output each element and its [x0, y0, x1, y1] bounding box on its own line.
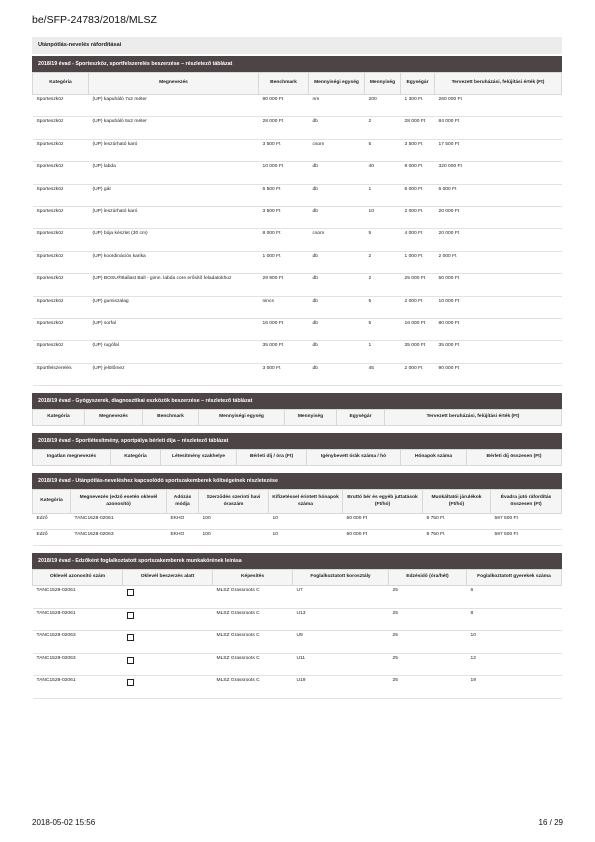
table-cell: U11: [293, 653, 389, 676]
table-cell: 50 000 Ft: [435, 274, 562, 296]
table2-header-row: [33, 410, 562, 426]
table-cell: 10: [467, 631, 562, 654]
diploma-pending-checkbox[interactable]: [127, 657, 134, 664]
table-cell: MLSZ Grassroots C: [213, 586, 293, 609]
table-row: [33, 206, 562, 228]
table-cell: 10 000 Ft: [435, 296, 562, 318]
table-row: [33, 296, 562, 318]
table4-header-row: [33, 490, 562, 514]
table-cell: 1 000 Ft: [259, 251, 309, 273]
header-cell: Benchmark: [143, 410, 199, 426]
table-cell: TANC1528-02061: [71, 514, 167, 530]
diploma-pending-checkbox[interactable]: [127, 679, 134, 686]
table-cell: Edző: [33, 514, 71, 530]
header-cell: Mennyiség: [365, 73, 401, 95]
header-cell: Foglalkoztatott korosztály: [293, 570, 389, 586]
table-cell: 40: [365, 162, 401, 184]
table-cell: 1: [365, 341, 401, 363]
table-row: [33, 229, 562, 251]
table-cell: 20 000 Ft: [435, 229, 562, 251]
table-cell: MLSZ Grassroots C: [213, 608, 293, 631]
table-cell: (UP) koordinációs karika: [89, 251, 259, 273]
table-cell: 6 500 Ft: [259, 184, 309, 206]
table-cell: 5: [365, 318, 401, 340]
table-cell: (UP) leszúrható karó: [89, 139, 259, 161]
table-cell: (UP) labda: [89, 162, 259, 184]
header-cell: Szerződés szerinti havi óraszám: [199, 490, 269, 514]
table-cell: 8 000 Ft: [259, 229, 309, 251]
table-cell: 5: [365, 296, 401, 318]
header-cell: Mennyiségi egység: [309, 73, 365, 95]
table-cell: 17 500 Ft: [435, 139, 562, 161]
table-cell: Sporteszköz: [33, 274, 89, 296]
table-cell: db: [309, 318, 365, 340]
table4-title: 2018/19 évad - Utánpótlás-neveléshez kapcsolódó sportszakemberek költségeinek részletezése: [32, 473, 562, 489]
table-cell: EKHO: [167, 514, 199, 530]
table-cell: 2: [365, 117, 401, 139]
diploma-pending-checkbox[interactable]: [127, 589, 134, 596]
footer-date: 2018-05-02 15:56: [32, 818, 96, 827]
table-cell: csom: [309, 229, 365, 251]
table-cell: 9 750 Ft: [423, 530, 491, 546]
table-cell: db: [309, 117, 365, 139]
diploma-pending-checkbox[interactable]: [127, 634, 134, 641]
table-cell: MLSZ Grassroots C: [213, 676, 293, 699]
header-cell: Egységár: [401, 73, 435, 95]
table-cell: 84 000 Ft: [435, 117, 562, 139]
table-cell: 6 000 Ft: [435, 184, 562, 206]
header-cell: Hónapok száma: [401, 450, 467, 466]
table-cell: 2 000 Ft: [401, 296, 435, 318]
table-cell: U13: [293, 608, 389, 631]
table-cell: Sporteszköz: [33, 229, 89, 251]
table-cell: nincs: [259, 296, 309, 318]
table-cell: U9: [293, 631, 389, 654]
table-row: [33, 274, 562, 296]
table-cell: U7: [293, 586, 389, 609]
table-cell: 25: [389, 631, 467, 654]
table-cell: Sporteszköz: [33, 206, 89, 228]
table-cell: 45: [365, 363, 401, 385]
header-cell: Benchmark: [259, 73, 309, 95]
table-row: [33, 117, 562, 139]
header-cell: Megnevezés: [85, 410, 143, 426]
table-row: [33, 139, 562, 161]
section-title: Utánpótlás-nevelés ráfordításai: [32, 37, 562, 54]
header-cell: Tervezett beruházási, felújítási érték (Ft): [385, 410, 562, 426]
table-cell: 10 000 Ft: [259, 162, 309, 184]
table2-title: 2018/19 évad - Gyógyszerek, diagnosztikai eszközök beszerzése – részletező táblázat: [32, 393, 562, 409]
header-cell: Mennyiség: [285, 410, 337, 426]
table-row: [33, 162, 562, 184]
table-cell: 19: [467, 676, 562, 699]
table5-header-row: [33, 570, 562, 586]
table-row: [33, 653, 562, 676]
table-cell: (UP) bója készlet (30 cm): [89, 229, 259, 251]
header-cell: Kategória: [33, 73, 89, 95]
table-cell: Sporteszköz: [33, 296, 89, 318]
table-cell: Sportfelszerelés: [33, 363, 89, 385]
header-cell: Bérleti díj összesen (Ft): [467, 450, 562, 466]
table-cell: U19: [293, 676, 389, 699]
table-cell: 35 000 Ft: [435, 341, 562, 363]
header-cell: Foglalkoztatott gyerekek száma: [467, 570, 562, 586]
table-cell: 25: [389, 676, 467, 699]
table-cell: 100: [199, 530, 269, 546]
table-cell: (UP) kapuháló 7x2 méter: [89, 95, 259, 117]
table-cell: TANC1528-02063: [33, 631, 123, 654]
table1-body: [33, 95, 562, 386]
header-cell: Megnevezés: [89, 73, 259, 95]
table-cell: 50 000 Ft: [343, 514, 423, 530]
table-cell: db: [309, 363, 365, 385]
table-cell: 28 000 Ft: [401, 117, 435, 139]
table-cell: 2 000 Ft: [401, 363, 435, 385]
checkbox-cell: [123, 653, 213, 676]
table-row: [33, 586, 562, 609]
table-cell: Sporteszköz: [33, 162, 89, 184]
page-number: 16 / 29: [538, 818, 563, 827]
checkbox-cell: [123, 676, 213, 699]
table-cell: 25: [389, 653, 467, 676]
table-row: [33, 95, 562, 117]
header-cell: Munkáltatói járulékok (Ft/hó): [423, 490, 491, 514]
table-row: [33, 608, 562, 631]
table-cell: TANC1528-02061: [33, 608, 123, 631]
page-content: [32, 37, 562, 699]
table-cell: (UP) leszúrható karó: [89, 206, 259, 228]
table-cell: TANC1528-02061: [33, 586, 123, 609]
table-cell: db: [309, 274, 365, 296]
table-cell: Sporteszköz: [33, 318, 89, 340]
table-cell: Sporteszköz: [33, 251, 89, 273]
header-cell: Képesítés: [213, 570, 293, 586]
table-cell: 5: [365, 139, 401, 161]
header-cell: Oklevél beszerzés alatt: [123, 570, 213, 586]
table-cell: 25: [389, 608, 467, 631]
table-cell: 6 000 Ft: [401, 184, 435, 206]
table-cell: MLSZ Grassroots C: [213, 631, 293, 654]
table-cell: 597 500 Ft: [491, 530, 562, 546]
table-row: [33, 631, 562, 654]
table-row: [33, 184, 562, 206]
table-cell: 8 000 Ft: [401, 162, 435, 184]
checkbox-cell: [123, 608, 213, 631]
header-cell: Kategória: [33, 410, 85, 426]
table-cell: 35 000 Ft: [401, 341, 435, 363]
header-cell: Létesítmény szakhelye: [161, 450, 237, 466]
document-id: be/SFP-24783/2018/MLSZ: [32, 14, 157, 26]
table-cell: 4 000 Ft: [401, 229, 435, 251]
table-cell: 1: [365, 184, 401, 206]
table-cell: TANC1528-02063: [71, 530, 167, 546]
table-cell: 100: [199, 514, 269, 530]
table-cell: 35 000 Ft: [259, 341, 309, 363]
table-cell: 29 900 Ft: [259, 274, 309, 296]
table-row: [33, 341, 562, 363]
table3-header-row: [33, 450, 562, 466]
table-cell: 10: [269, 514, 343, 530]
table-cell: db: [309, 206, 365, 228]
table1-title: 2018/19 évad - Sporteszköz, sportfelszerelés beszerzése – részletező táblázat: [32, 56, 562, 72]
checkbox-cell: [123, 586, 213, 609]
header-cell: Bruttó bér és egyéb juttatások (Ft/hó): [343, 490, 423, 514]
table-cell: 200: [365, 95, 401, 117]
table-cell: 10: [365, 206, 401, 228]
table-cell: 25: [389, 586, 467, 609]
table-cell: Sporteszköz: [33, 184, 89, 206]
diploma-pending-checkbox[interactable]: [127, 612, 134, 619]
checkbox-cell: [123, 631, 213, 654]
table-cell: Sporteszköz: [33, 117, 89, 139]
table-cell: 25 000 Ft: [401, 274, 435, 296]
table-cell: 20 000 Ft: [435, 206, 562, 228]
table-cell: (UP) rugófal: [89, 341, 259, 363]
table-cell: csom: [309, 139, 365, 161]
header-cell: Oklevél azonosító szám: [33, 570, 123, 586]
table-cell: 80 000 Ft: [435, 318, 562, 340]
table-cell: db: [309, 162, 365, 184]
table-cell: 3 500 Ft: [259, 139, 309, 161]
table-cell: 3 000 Ft: [259, 363, 309, 385]
header-cell: Igénybevett órák száma / hó: [307, 450, 401, 466]
table-cell: db: [309, 251, 365, 273]
table-row: [33, 676, 562, 699]
table-cell: db: [309, 341, 365, 363]
table-cell: 50 000 Ft: [343, 530, 423, 546]
table-cell: 90 000 Ft: [435, 363, 562, 385]
table-cell: 8: [467, 608, 562, 631]
table1-header-row: [33, 73, 562, 95]
table-cell: Sporteszköz: [33, 95, 89, 117]
table3-title: 2018/19 évad - Sportlétesítmény, sportpálya bérleti díja – részletező táblázat: [32, 433, 562, 449]
table-row: [33, 514, 562, 530]
medicine-table: [32, 409, 562, 426]
header-cell: Adózás módja: [167, 490, 199, 514]
header-cell: Kategória: [111, 450, 161, 466]
table-cell: EKHO: [167, 530, 199, 546]
table-cell: Sporteszköz: [33, 341, 89, 363]
table-cell: 10: [269, 530, 343, 546]
table-cell: 260 000 Ft: [435, 95, 562, 117]
header-cell: Ingatlan megnevezés: [33, 450, 111, 466]
table-cell: 6: [467, 586, 562, 609]
table-cell: 2: [365, 274, 401, 296]
table-cell: Sporteszköz: [33, 139, 89, 161]
coach-roles-table: [32, 569, 562, 699]
header-cell: Edzésidő (óra/hét): [389, 570, 467, 586]
table-cell: (UP) BOSU®Ballast Ball - gimn. labda core erősítő feladatokhoz: [89, 274, 259, 296]
table-cell: 2 000 Ft: [401, 206, 435, 228]
header-cell: Tervezett beruházási, felújítási érték (Ft): [435, 73, 562, 95]
table-cell: 3 500 Ft: [401, 139, 435, 161]
table-cell: TANC1528-02063: [33, 653, 123, 676]
table-row: [33, 530, 562, 546]
table-cell: nm: [309, 95, 365, 117]
table-cell: 320 000 Ft: [435, 162, 562, 184]
table-cell: 16 000 Ft: [401, 318, 435, 340]
header-cell: Mennyiségi egység: [199, 410, 285, 426]
staff-costs-table: [32, 489, 562, 546]
table-cell: 1 300 Ft: [401, 95, 435, 117]
table-cell: (UP) jelölőmez: [89, 363, 259, 385]
table-cell: (UP) sorfal: [89, 318, 259, 340]
table-cell: Edző: [33, 530, 71, 546]
table-cell: 1 000 Ft: [401, 251, 435, 273]
sports-equipment-table: [32, 72, 562, 386]
table-cell: 28 000 Ft: [259, 117, 309, 139]
header-cell: Évadra jutó ráfordítás összesen (Ft): [491, 490, 562, 514]
table-row: [33, 363, 562, 385]
table-cell: 597 500 Ft: [491, 514, 562, 530]
table-cell: 2: [365, 251, 401, 273]
facility-rental-table: [32, 449, 562, 466]
table-cell: 12: [467, 653, 562, 676]
table-row: [33, 251, 562, 273]
header-cell: Bérleti díj / óra (Ft): [237, 450, 307, 466]
table-cell: (UP) kapuháló 5x2 méter: [89, 117, 259, 139]
table-row: [33, 318, 562, 340]
table5-body: [33, 586, 562, 699]
table-cell: (UP) gumiszalag: [89, 296, 259, 318]
header-cell: Egységár: [337, 410, 385, 426]
header-cell: Kifizetéssel érintett hónapok száma: [269, 490, 343, 514]
table-cell: (UP) gát: [89, 184, 259, 206]
table-cell: 16 000 Ft: [259, 318, 309, 340]
header-cell: Megnevezés (edző esetén oklevél azonosító): [71, 490, 167, 514]
table4-body: [33, 514, 562, 546]
table-cell: TANC1528-02061: [33, 676, 123, 699]
table-cell: 90 000 Ft: [259, 95, 309, 117]
table-cell: 2 000 Ft: [435, 251, 562, 273]
table5-title: 2018/19 évad - Edzőként foglalkoztatott sportszakemberek munkakörének leírása: [32, 553, 562, 569]
table-cell: 5: [365, 229, 401, 251]
table-cell: db: [309, 184, 365, 206]
table-cell: MLSZ Grassroots C: [213, 653, 293, 676]
header-cell: Kategória: [33, 490, 71, 514]
table-cell: 3 500 Ft: [259, 206, 309, 228]
table-cell: 9 750 Ft: [423, 514, 491, 530]
table-cell: db: [309, 296, 365, 318]
